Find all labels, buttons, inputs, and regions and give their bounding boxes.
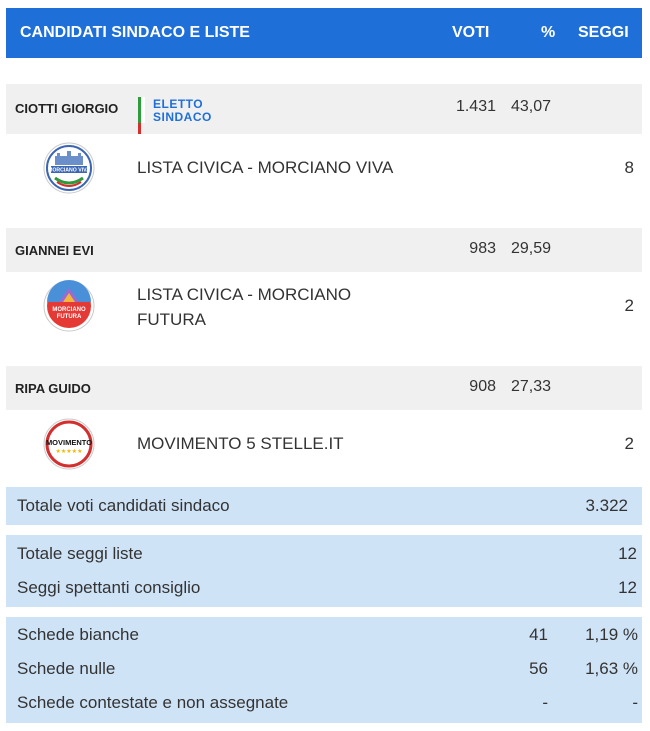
total-votes-label: Totale voti candidati sindaco (17, 496, 230, 515)
header-pct: % (541, 24, 556, 41)
header-seats: SEGGI (578, 24, 629, 41)
list-name: LISTA CIVICA - MORCIANO FUTURA (137, 285, 352, 329)
ballots-box (6, 617, 642, 723)
candidate-row (6, 228, 642, 272)
list-seats: 8 (624, 158, 634, 177)
table-header (6, 8, 642, 58)
header-title: CANDIDATI SINDACO E LISTE (20, 24, 250, 41)
total-votes-box (6, 487, 642, 525)
null-ballots-label: Schede nulle (17, 659, 116, 678)
candidate-row (6, 366, 642, 410)
movimento-5-stelle-logo (43, 418, 95, 470)
contested-ballots-label: Schede contestate e non assegnate (17, 693, 289, 712)
seats-box (6, 535, 642, 607)
list-name: MOVIMENTO 5 STELLE.IT (137, 434, 344, 453)
morciano-viva-logo (43, 142, 95, 194)
blank-ballots-count: 41 (529, 625, 548, 644)
candidate-row (6, 84, 642, 134)
elected-badge (138, 97, 218, 125)
contested-ballots-row (6, 686, 642, 720)
total-seats-value: 12 (618, 544, 637, 563)
candidate-votes: 1.431 (455, 98, 496, 115)
list-row (6, 272, 642, 342)
total-seats-row (6, 537, 642, 571)
list-seats: 2 (624, 434, 634, 453)
null-ballots-row (6, 652, 642, 686)
null-ballots-count: 56 (529, 659, 548, 678)
contested-ballots-count: - (542, 693, 548, 712)
candidate-votes: 983 (469, 240, 496, 257)
candidate-name: CIOTTI GIORGIO (15, 101, 119, 116)
svg-text:FUTURA: FUTURA (56, 314, 82, 320)
candidate-name: RIPA GUIDO (15, 381, 91, 396)
candidate-pct: 29,59 (511, 240, 552, 257)
candidate-name: GIANNEI EVI (15, 243, 94, 258)
total-votes-row (6, 489, 642, 523)
svg-text:MORCIANO: MORCIANO (52, 307, 86, 313)
total-votes-value: 3.322 (585, 496, 628, 515)
total-seats-label: Totale seggi liste (17, 544, 143, 563)
svg-text:MORCIANO VIVA: MORCIANO VIVA (48, 167, 90, 174)
list-name: LISTA CIVICA - MORCIANO VIVA (137, 158, 394, 177)
candidate-pct: 43,07 (511, 98, 552, 115)
candidate-votes: 908 (469, 378, 496, 395)
council-seats-value: 12 (618, 578, 637, 597)
list-row (6, 134, 642, 202)
mayor-label: SINDACO (153, 110, 212, 124)
blank-ballots-pct: 1,19 % (585, 625, 638, 644)
list-row (6, 410, 642, 478)
header-votes: VOTI (452, 24, 490, 41)
svg-text:★★★★★: ★★★★★ (55, 448, 83, 455)
list-seats: 2 (624, 296, 634, 315)
elected-label: ELETTO (153, 97, 204, 111)
blank-ballots-row (6, 618, 642, 652)
italian-flag-icon (138, 97, 149, 123)
null-ballots-pct: 1,63 % (585, 659, 638, 678)
council-seats-label: Seggi spettanti consiglio (17, 578, 201, 597)
svg-text:MOVIMENTO: MOVIMENTO (45, 438, 93, 447)
council-seats-row (6, 571, 642, 605)
blank-ballots-label: Schede bianche (17, 625, 139, 644)
contested-ballots-pct: - (632, 693, 638, 712)
morciano-futura-logo (43, 280, 95, 332)
candidate-pct: 27,33 (511, 378, 552, 395)
